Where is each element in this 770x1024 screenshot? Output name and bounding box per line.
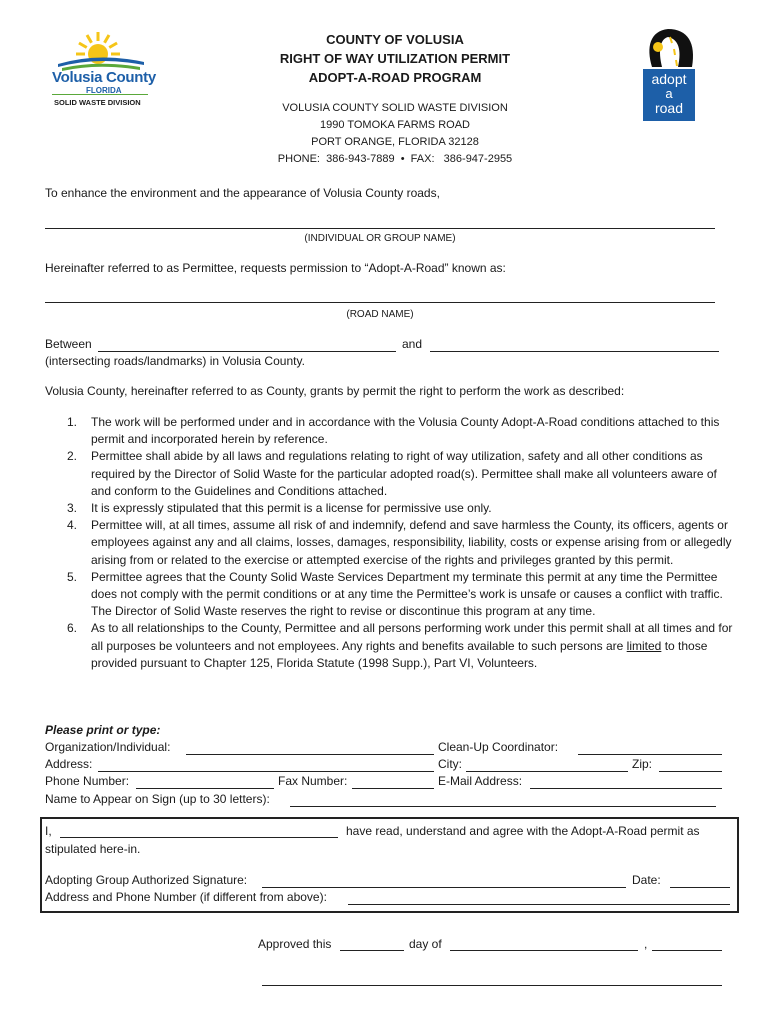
i-label: I,	[45, 824, 52, 838]
between-road-1-line[interactable]	[98, 351, 396, 352]
approved-day-field[interactable]	[340, 950, 404, 951]
approved-month-field[interactable]	[450, 950, 638, 951]
city-label: City:	[438, 757, 462, 771]
city-field[interactable]	[466, 771, 628, 772]
list-item: 4. Permittee will, at all times, assume all risk of and indemnify, defend and save harmless the County, its officers, agents or employees against any and all claims, losses, damages, responsibility, liability, costs or expense arising from or allegedly arising from or related to the exercise or attempted exercise of the rights and privileges granted by this permit.	[67, 518, 732, 567]
list-item: 2. Permittee shall abide by all laws and regulations relating to right of way utilization, safety and all other conditions as required by the Director of Solid Waste for the particular adopted road(s). Permittee shall make all volunteers aware of and conform to the Guidelines and Conditions attached.	[67, 449, 717, 498]
logo-adopt-word: adopt	[651, 71, 687, 87]
email-label: E-Mail Address:	[438, 774, 523, 788]
phone-fax-line: PHONE: 386-943-7889 • FAX: 386-947-2955	[277, 153, 513, 165]
sign-name-label: Name to Appear on Sign (up to 30 letters):	[45, 792, 270, 806]
volusia-county-logo	[48, 30, 156, 110]
title-line-3: ADOPT-A-ROAD PROGRAM	[308, 70, 482, 85]
logo-division: SOLID WASTE DIVISION	[54, 98, 141, 107]
name-caption: (INDIVIDUAL OR GROUP NAME)	[304, 233, 456, 244]
and-label: and	[402, 337, 423, 351]
between-label: Between	[45, 337, 92, 351]
road-caption: (ROAD NAME)	[346, 309, 414, 320]
sign-name-field[interactable]	[290, 806, 716, 807]
title-line-1: COUNTY OF VOLUSIA	[326, 32, 464, 47]
intersecting-text: (intersecting roads/landmarks) in Volusia County.	[45, 354, 305, 368]
adopt-a-road-logo	[640, 27, 698, 123]
email-field[interactable]	[530, 788, 722, 789]
date-label: Date:	[632, 873, 661, 887]
address-line-2: 1990 TOMOKA FARMS ROAD	[320, 119, 470, 131]
org-label: Organization/Individual:	[45, 740, 171, 754]
org-field[interactable]	[186, 754, 434, 755]
fax-label: Fax Number:	[278, 774, 348, 788]
fax-field[interactable]	[352, 788, 434, 789]
phone-label: Phone Number:	[45, 774, 130, 788]
cleanup-label: Clean-Up Coordinator:	[438, 740, 559, 754]
title-line-2: RIGHT OF WAY UTILIZATION PERMIT	[279, 51, 511, 66]
enhance-text: To enhance the environment and the appearance of Volusia County roads,	[45, 186, 440, 200]
logo-county-name: Volusia County	[52, 69, 156, 86]
road-name-line[interactable]	[45, 302, 715, 303]
list-item: 1. The work will be performed under and in accordance with the Volusia County Adopt-A-Road conditions attached to this permit and incorporated herein by reference.	[67, 415, 720, 447]
zip-label: Zip:	[632, 757, 653, 771]
address-label: Address:	[45, 757, 93, 771]
grants-text: Volusia County, hereinafter referred to as County, grants by permit the right to perform the work as described:	[45, 384, 625, 398]
approver-signature-line[interactable]	[262, 985, 722, 986]
hereinafter-text: Hereinafter referred to as Permittee, requests permission to “Adopt-A-Road” known as:	[45, 261, 506, 275]
individual-group-name-line[interactable]	[45, 228, 715, 229]
list-item: 3. It is expressly stipulated that this permit is a license for permissive use only.	[67, 501, 492, 516]
list-item: 6. As to all relationships to the County, Permittee and all persons performing work under this permit shall at all times and for all purposes be volunteers and not employees. Any rights and benefits available to such persons are limited to those provided pursuant to Chapter 125, Florida Statute (1998 Supp.), Part VI, Volunteers.	[67, 621, 733, 670]
comma-label: ,	[644, 937, 648, 951]
stipulated-text: stipulated here-in.	[45, 842, 141, 856]
signature-field[interactable]	[262, 887, 626, 888]
logo-a-word: a	[665, 86, 673, 101]
between-road-2-line[interactable]	[430, 351, 719, 352]
logo-road-word: road	[654, 100, 684, 116]
conditions-list	[45, 414, 735, 672]
address-phone-field[interactable]	[348, 904, 730, 905]
day-of-label: day of	[409, 937, 442, 951]
logo-state: FLORIDA	[86, 86, 122, 95]
cleanup-field[interactable]	[578, 754, 722, 755]
agree-text: have read, understand and agree with the Adopt-A-Road permit as	[346, 824, 700, 838]
address-line-1: VOLUSIA COUNTY SOLID WASTE DIVISION	[282, 102, 508, 114]
date-field[interactable]	[670, 887, 730, 888]
list-item: 5. Permittee agrees that the County Solid Waste Services Department my terminate this permit at any time the Permittee does not comply with the permit conditions or at any time the Permittee’s work is unsafe or causes a conflict with traffic. The Director of Solid Waste reserves the right to revise or discontinue this program at any time.	[67, 569, 723, 619]
signature-label: Adopting Group Authorized Signature:	[45, 873, 248, 887]
approved-this-label: Approved this	[258, 937, 332, 951]
approved-year-field[interactable]	[652, 950, 722, 951]
agreer-name-field[interactable]	[60, 837, 338, 838]
phone-field[interactable]	[136, 788, 274, 789]
zip-field[interactable]	[659, 771, 722, 772]
address-line-3: PORT ORANGE, FLORIDA 32128	[311, 136, 479, 148]
address-phone-label: Address and Phone Number (if different from above):	[45, 890, 327, 904]
address-field[interactable]	[98, 771, 434, 772]
print-heading: Please print or type:	[45, 723, 161, 737]
